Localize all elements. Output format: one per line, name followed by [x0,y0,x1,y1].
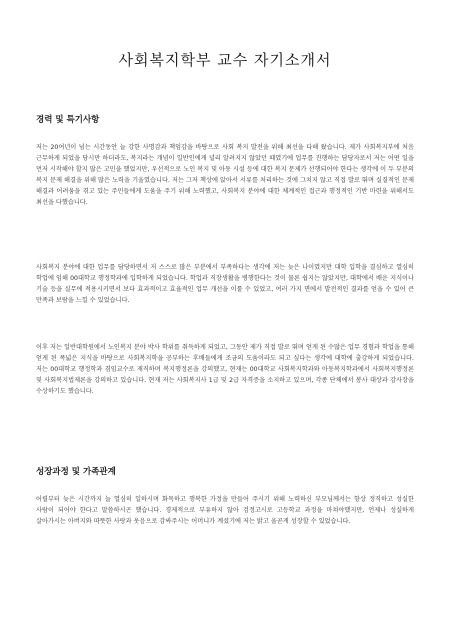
section-heading-growth: 성장과정 및 가족관계 [36,467,116,477]
career-paragraph-3: 이후 저는 일반대학원에서 노인복지 분야 박사 학위를 취득하게 되었고, 그동안 제가 직접 발로 뛰며 얻게 된 수많은 업무 경험과 학업을 통해 얻게 된 폭넓은 지식을 바탕으로 사회복지학을 공부하는 후배들에게 조금의 도움이라도 되고 싶다는 생각에 대학에 출강하게 되었습니다. 저는 00대학교 행정학과 겸임교수로 재직하며 복지행정론을 강의했고, 현재는 00대학교 사회복지학과와 아동복지학과에서 사회복지행정론 및 사회복지법제론을 강의하고 있습니다. 현재 저는 사회복지사 1급 및 2급 자격증을 소지하고 있으며, 각종 단체에서 봉사 대상과 감사장을 수상하기도 했습니다. [36,344,414,396]
document-title: 사회복지학부 교수 자기소개서 [118,51,332,69]
growth-paragraph-1: 어릴부터 늦은 시간까지 늘 열심히 일하시며 화목하고 행복한 가정을 만들어 주시기 위해 노력하신 부모님께서는 항상 정직하고 성실한 사람이 되어야 한다고 말씀하시곤 했습니다. 경제적으로 부유하지 않아 검정고시로 고등학교 과정을 마쳐야했지만, 언제나 성실하게 살아가시는 아버지와 따뜻한 사랑과 웃음으로 감싸주시는 어머니가 계셨기에 저는 밝고 올곧게 성장할 수 있었습니다. [36,496,414,526]
career-paragraph-1: 저는 20여년이 넘는 시간동안 늘 강한 사명감과 책임감을 바탕으로 사회 복지 발전을 위해 최선을 다해 왔습니다. 제가 사회복지부에 처음 근무하게 되었을 당시만 하더라도, 복지라는 개념이 일반인에게 널리 알려지지 않았던 때였기에 업무를 진행하는 담당자로서 저는 어떤 일을 먼저 시작해야 할지 많은 고민을 했었지만, 우선적으로 노인 복지 및 아동 시설 등에 대한 복지 문제가 선행되어야 한다는 생각에 이 두 부분의 복지 문제 해결을 위해 많은 노력을 기울였습니다. 저는 그저 책상에 앉아서 서류를 처리하는 것에 그치지 않고 직접 발로 뛰며 실질적인 문제 해결과 어려움을 겪고 있는 주민들에게 도움을 주기 위해 노력했고, 사회복지 분야에 대한 체계적인 접근과 행정적인 기반 마련을 위해서도 최선을 다했습니다. [36,144,414,207]
career-paragraph-2: 사회복지 분야에 대한 업무를 담당하면서 저 스스로 많은 부분에서 부족하다는 생각에 저는 늦은 나이였지만 대학 입학을 결심하고 열심히 학업에 임해 00대학교 행정학과에 입학하게 되었습니다. 학업과 직장생활을 병행한다는 것이 물론 쉽지는 않았지만, 대학에서 배운 지식이나 기술 등을 실무에 적용시키면서 보다 효과적이고 효율적인 업무 개선을 이룰 수 있었고, 여러 가지 면에서 발전적인 결과를 얻을 수 있어 큰 만족과 보람을 느낄 수 있었습니다. [36,264,414,305]
section-heading-career: 경력 및 특기사항 [36,115,100,125]
